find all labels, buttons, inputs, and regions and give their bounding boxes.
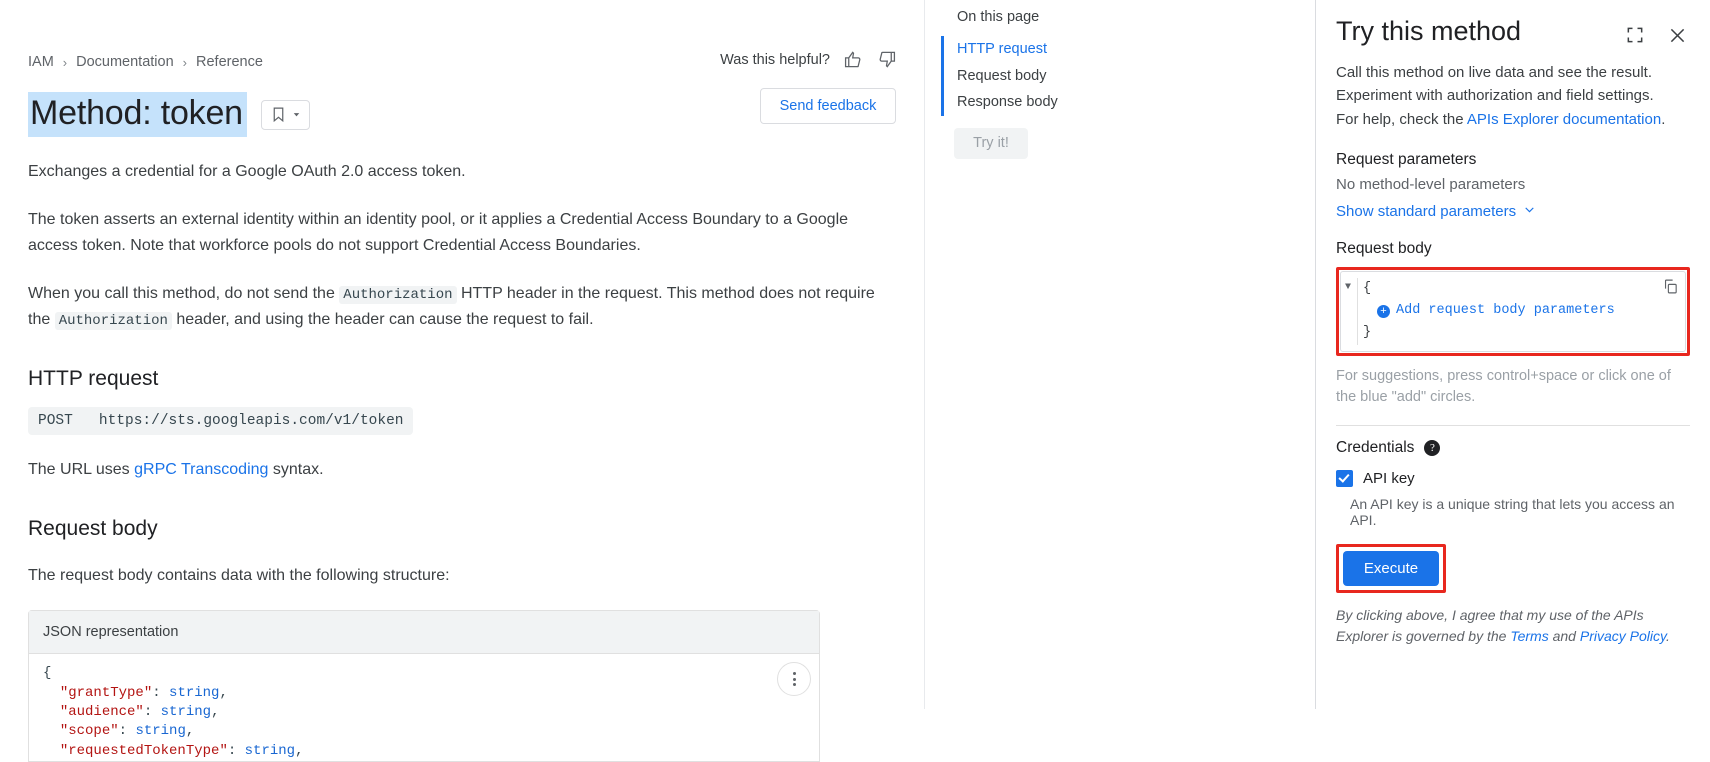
fold-caret-icon[interactable]: ▼ xyxy=(1345,281,1352,293)
helpful-label: Was this helpful? xyxy=(720,51,830,68)
execute-button-label: Execute xyxy=(1363,560,1419,578)
send-feedback-button[interactable] xyxy=(760,88,896,124)
authorization-code-2: Authorization xyxy=(55,312,172,330)
chevron-down-icon xyxy=(291,109,302,120)
try-panel-header-actions xyxy=(1622,14,1690,48)
json-card-title: JSON representation xyxy=(29,611,819,654)
authorization-paragraph xyxy=(28,281,883,333)
json-representation-body: { "grantType": string, "audience": string, "scope": string, "requestedTokenType": string, xyxy=(29,654,819,761)
on-this-page-title: On this page xyxy=(957,9,1040,25)
url-note-b: syntax. xyxy=(268,460,324,478)
json-key-scope: "scope" xyxy=(59,723,119,740)
execute-button-highlight xyxy=(1336,544,1446,593)
panel-divider xyxy=(1336,425,1690,426)
breadcrumb-item-documentation[interactable]: Documentation xyxy=(76,54,174,70)
close-icon[interactable] xyxy=(1664,22,1690,48)
http-verb: POST xyxy=(38,412,73,429)
grpc-transcoding-link[interactable]: gRPC Transcoding xyxy=(134,460,269,478)
editor-close-brace: } xyxy=(1363,325,1372,341)
editor-gutter-divider xyxy=(1357,278,1358,345)
json-key-requestedTokenType: "requestedTokenType" xyxy=(59,742,228,759)
editor-open-brace: { xyxy=(1363,280,1372,296)
credentials-header xyxy=(1336,439,1690,457)
url-note-a: The URL uses xyxy=(28,460,135,478)
try-panel-description xyxy=(1336,61,1690,131)
thumb-up-icon[interactable] xyxy=(844,50,863,69)
request-body-editor[interactable] xyxy=(1340,271,1686,352)
on-this-page-column xyxy=(925,0,1315,709)
desc-line-3b: . xyxy=(1661,110,1666,128)
chevron-right-icon: › xyxy=(62,54,68,70)
json-representation-card xyxy=(28,610,820,762)
page-title: Method: token xyxy=(28,92,247,137)
terms-notice-text: By clicking above, I agree that my use of the APIs Explorer is governed by the xyxy=(1336,607,1644,645)
request-parameters-label: Request parameters xyxy=(1336,150,1477,168)
request-body-intro: The request body contains data with the following structure: xyxy=(28,566,450,584)
desc-line-3a: For help, check the xyxy=(1336,110,1467,128)
http-request-heading: HTTP request xyxy=(28,366,159,390)
try-panel-header xyxy=(1336,0,1690,49)
execute-button[interactable] xyxy=(1343,551,1439,586)
try-this-method-panel xyxy=(1315,0,1710,709)
json-key-grantType: "grantType" xyxy=(59,684,153,701)
toc-item-request-body[interactable]: Request body xyxy=(957,67,1047,84)
api-key-label: API key xyxy=(1363,470,1415,488)
chevron-down-icon xyxy=(1523,203,1536,220)
toc-item-response-body[interactable]: Response body xyxy=(957,94,1058,110)
json-type-grantType: string xyxy=(169,684,220,701)
authorization-code-1: Authorization xyxy=(339,286,456,304)
privacy-policy-link[interactable]: Privacy Policy xyxy=(1579,628,1666,645)
help-icon[interactable]: ? xyxy=(1424,440,1440,456)
breadcrumb-item-reference[interactable]: Reference xyxy=(196,54,263,70)
add-circle-icon: + xyxy=(1377,305,1390,318)
no-method-level-parameters: No method-level parameters xyxy=(1336,175,1526,193)
json-key-audience: "audience" xyxy=(59,704,144,721)
add-request-body-parameters-label: Add request body parameters xyxy=(1396,303,1615,319)
breadcrumb-item-iam[interactable]: IAM xyxy=(28,54,54,70)
auth-text-a: When you call this method, do not send the xyxy=(28,284,340,302)
show-standard-parameters-toggle[interactable] xyxy=(1336,203,1690,220)
add-request-body-parameters[interactable] xyxy=(1349,301,1677,321)
thumb-down-icon[interactable] xyxy=(877,50,896,69)
terms-notice-end: . xyxy=(1665,628,1670,645)
suggestions-note: For suggestions, press control+space or click one of the blue "add" circles. xyxy=(1336,367,1671,406)
request-body-heading: Request body xyxy=(28,516,158,540)
http-url: https://sts.googleapis.com/v1/token xyxy=(98,412,404,429)
request-body-panel-label: Request body xyxy=(1336,239,1432,257)
request-body-editor-highlight xyxy=(1336,267,1690,356)
description-paragraph: The token asserts an external identity within an identity pool, or it applies a Credential Access Boundary to a Google access token. Note that workforce pools do not support Credential Access Boundaries. xyxy=(28,211,849,254)
apis-explorer-documentation-link[interactable]: APIs Explorer documentation xyxy=(1466,110,1662,128)
api-key-checkbox[interactable] xyxy=(1336,470,1353,487)
terms-notice-mid: and xyxy=(1548,628,1580,645)
show-standard-parameters-label: Show standard parameters xyxy=(1336,202,1517,220)
chevron-right-icon: › xyxy=(182,54,187,70)
send-feedback-label: Send feedback xyxy=(779,98,877,114)
try-it-button[interactable]: Try it! xyxy=(954,128,1028,159)
on-this-page-list xyxy=(941,36,1315,116)
terms-notice xyxy=(1336,605,1690,647)
copy-icon[interactable] xyxy=(1662,278,1679,303)
try-panel-title: Try this method xyxy=(1336,16,1522,46)
desc-line-2: Experiment with authorization and field settings. xyxy=(1336,87,1654,105)
desc-line-1: Call this method on live data and see the result. xyxy=(1336,64,1653,82)
json-type-scope: string xyxy=(135,723,186,740)
http-request-url xyxy=(28,407,413,435)
left-scroll-strip xyxy=(0,0,12,709)
json-type-requestedTokenType: string xyxy=(244,742,296,759)
api-key-row[interactable] xyxy=(1336,470,1690,487)
auth-text-b: HTTP header in the request. This method does not require the xyxy=(28,284,875,328)
was-this-helpful xyxy=(720,50,896,69)
intro-paragraph: Exchanges a credential for a Google OAuth 2.0 access token. xyxy=(28,163,466,181)
credentials-label: Credentials xyxy=(1336,439,1415,457)
json-type-audience: string xyxy=(160,704,212,721)
url-note xyxy=(28,457,883,483)
toc-item-http-request[interactable]: HTTP request xyxy=(957,41,1047,57)
fullscreen-icon[interactable] xyxy=(1622,22,1648,48)
bookmark-icon xyxy=(270,106,287,123)
auth-text-c: header, and using the header can cause the request to fail. xyxy=(171,310,594,328)
api-key-note: An API key is a unique string that lets you access an API. xyxy=(1350,496,1675,529)
json-open-brace: { xyxy=(43,665,52,682)
terms-link[interactable]: Terms xyxy=(1510,628,1549,645)
bookmark-button[interactable] xyxy=(261,100,310,130)
json-more-options-icon[interactable] xyxy=(777,662,811,696)
